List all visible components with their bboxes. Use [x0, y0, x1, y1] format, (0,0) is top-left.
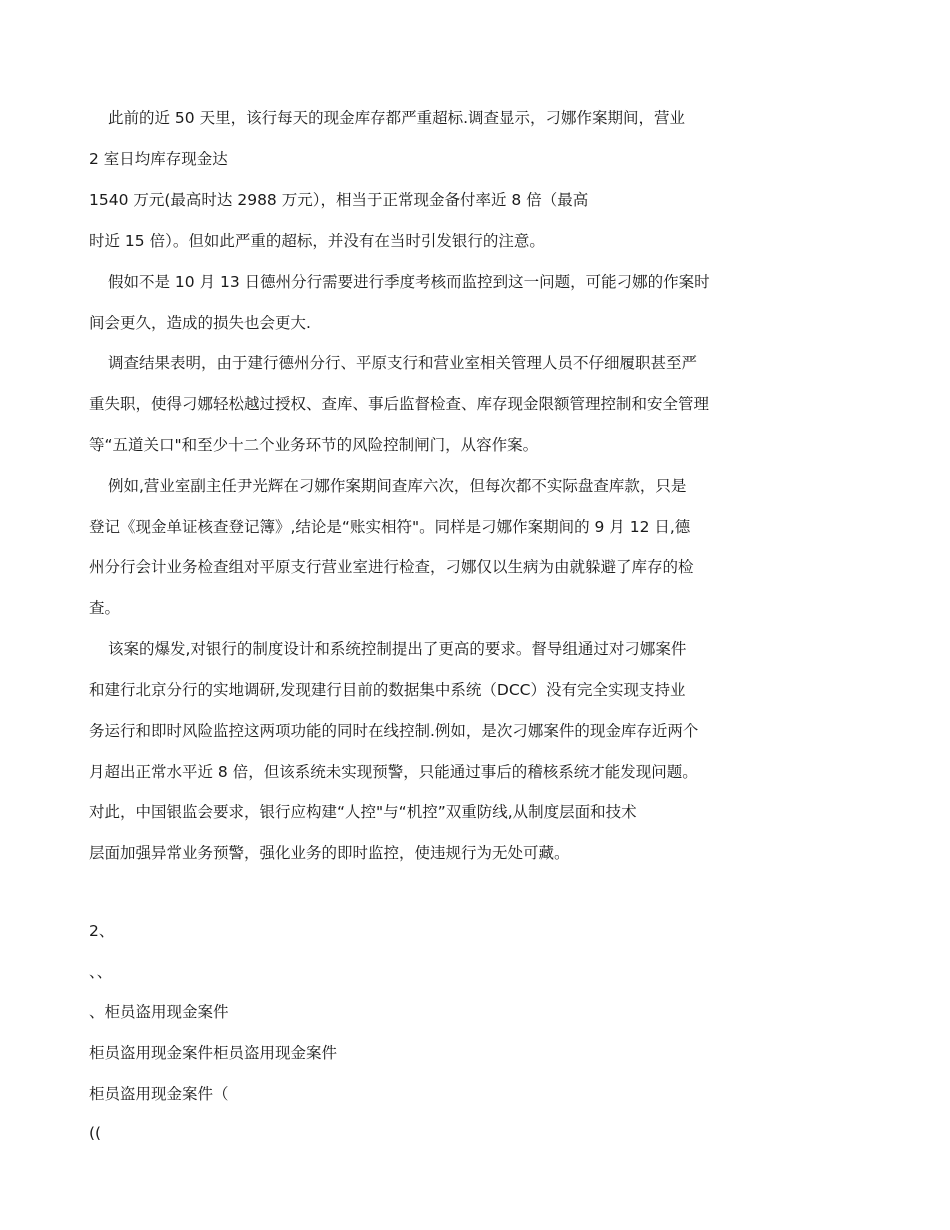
paragraph-line: 2 室日均库存现金达: [89, 150, 228, 168]
paragraph-line: 例如,营业室副主任尹光辉在刁娜作案期间查库六次，但每次都不实际盘查库款，只是: [108, 477, 687, 495]
paragraph-line: 此前的近 50 天里，该行每天的现金库存都严重超标.调查显示，刁娜作案期间，营业: [108, 109, 686, 127]
paragraph-line: 州分行会计业务检查组对平原支行营业室进行检查，刁娜仅以生病为由就躲避了库存的检: [89, 558, 694, 576]
paragraph-line: 层面加强异常业务预警，强化业务的即时监控，使违规行为无处可藏。: [89, 844, 570, 862]
paragraph-line: 时近 15 倍）。但如此严重的超标，并没有在当时引发银行的注意。: [89, 232, 545, 250]
paragraph-line: 1540 万元(最高时达 2988 万元），相当于正常现金备付率近 8 倍（最高: [89, 191, 589, 209]
paragraph-line: 重失职，使得刁娜轻松越过授权、查库、事后监督检查、库存现金限额管理控制和安全管理: [89, 395, 710, 413]
paragraph-line: 和建行北京分行的实地调研,发现建行目前的数据集中系统（DCC）没有完全实现支持业: [89, 681, 686, 699]
heading-fragment: 柜员盗用现金案件（: [89, 1085, 229, 1103]
heading-fragment: ((: [89, 1124, 102, 1142]
paragraph-line: 间会更久，造成的损失也会更大.: [89, 314, 311, 332]
paragraph-line: 等“五道关口"和至少十二个业务环节的风险控制闸门，从容作案。: [89, 436, 539, 454]
heading-fragment: 柜员盗用现金案件柜员盗用现金案件: [89, 1044, 338, 1062]
heading-fragment: 、、: [89, 963, 113, 981]
paragraph-line: 对此，中国银监会要求，银行应构建“人控"与“机控”双重防线,从制度层面和技术: [89, 803, 637, 821]
paragraph-line: 假如不是 10 月 13 日德州分行需要进行季度考核而监控到这一问题，可能刁娜的作案时: [108, 273, 710, 291]
section-number: 2、: [89, 922, 115, 940]
heading-fragment: 、柜员盗用现金案件: [89, 1003, 229, 1021]
paragraph-line: 务运行和即时风险监控这两项功能的同时在线控制.例如，是次刁娜案件的现金库存近两个: [89, 722, 699, 740]
paragraph-line: 月超出正常水平近 8 倍，但该系统未实现预警，只能通过事后的稽核系统才能发现问题。: [89, 763, 698, 781]
paragraph-line: 登记《现金单证核查登记簿》,结论是“账实相符"。同样是刁娜作案期间的 9 月 12 日,德: [89, 518, 691, 536]
paragraph-line: 调查结果表明，由于建行德州分行、平原支行和营业室相关管理人员不仔细履职甚至严: [108, 354, 698, 372]
paragraph-line: 查。: [89, 599, 121, 617]
paragraph-line: 该案的爆发,对银行的制度设计和系统控制提出了更高的要求。督导组通过对刁娜案件: [108, 640, 687, 658]
